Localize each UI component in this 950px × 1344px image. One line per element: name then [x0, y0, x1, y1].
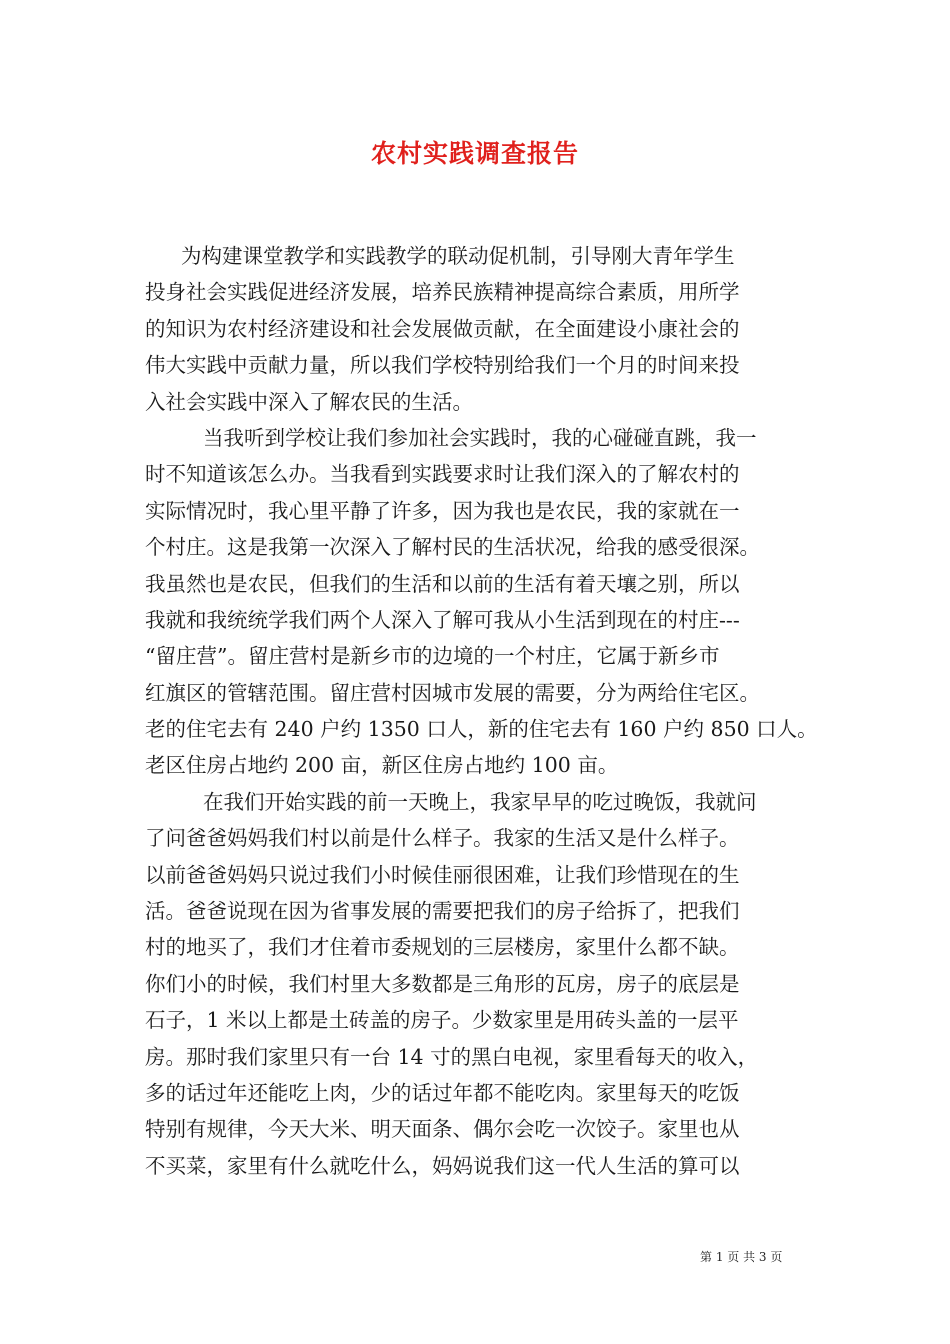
- paragraph-line: 投身社会实践促进经济发展，培养民族精神提高综合素质，用所学: [145, 280, 740, 305]
- paragraph-line: 我虽然也是农民，但我们的生活和以前的生活有着天壤之别，所以: [145, 571, 740, 596]
- paragraph-2: [145, 420, 825, 784]
- paragraph-line: 了问爸爸妈妈我们村以前是什么样子。我家的生活又是什么样子。: [145, 826, 740, 851]
- paragraph-line: 石子，1 米以上都是土砖盖的房子。少数家里是用砖头盖的一层平: [145, 1008, 739, 1033]
- paragraph-1: [145, 238, 825, 420]
- paragraph-line: 在我们开始实践的前一天晚上，我家早早的吃过晚饭，我就问: [203, 789, 757, 814]
- paragraph-line: 多的话过年还能吃上肉，少的话过年都不能吃肉。家里每天的吃饭: [145, 1080, 740, 1105]
- paragraph-line: 老的住宅去有 240 户约 1350 口人，新的住宅去有 160 户约 850 口人。: [145, 717, 818, 742]
- paragraph-line: 老区住房占地约 200 亩，新区住房占地约 100 亩。: [145, 753, 619, 778]
- paragraph-line: 伟大实践中贡献力量，所以我们学校特别给我们一个月的时间来投: [145, 353, 740, 378]
- paragraph-line: 我就和我统统学我们两个人深入了解可我从小生活到现在的村庄---: [145, 607, 740, 632]
- document-title: 农村实践调查报告: [370, 139, 579, 168]
- paragraph-line: 为构建课堂教学和实践教学的联动促机制，引导刚大青年学生: [181, 244, 735, 268]
- paragraph-line: 活。爸爸说现在因为省事发展的需要把我们的房子给拆了，把我们: [145, 899, 740, 924]
- paragraph-line: 特别有规律，今天大米、明天面条、偶尔会吃一次饺子。家里也从: [145, 1117, 740, 1142]
- paragraph-line: 不买菜，家里有什么就吃什么，妈妈说我们这一代人生活的算可以: [145, 1153, 740, 1178]
- paragraph-line: 当我听到学校让我们参加社会实践时，我的心碰碰直跳，我一: [203, 425, 757, 450]
- document-body: [145, 238, 825, 1184]
- paragraph-line: 你们小的时候，我们村里大多数都是三角形的瓦房，房子的底层是: [145, 971, 740, 996]
- page-number-footer: 第 1 页 共 3 页: [700, 1250, 783, 1264]
- paragraph-line: 村的地买了，我们才住着市委规划的三层楼房，家里什么都不缺。: [145, 935, 740, 960]
- paragraph-line: 的知识为农村经济建设和社会发展做贡献，在全面建设小康社会的: [145, 316, 740, 341]
- paragraph-line: 红旗区的管辖范围。留庄营村因城市发展的需要，分为两给住宅区。: [145, 680, 760, 705]
- paragraph-line: 入社会实践中深入了解农民的生活。: [145, 389, 473, 414]
- paragraph-line: 时不知道该怎么办。当我看到实践要求时让我们深入的了解农村的: [145, 462, 740, 487]
- paragraph-line: 房。那时我们家里只有一台 14 寸的黑白电视，家里看每天的收入，: [145, 1044, 759, 1069]
- paragraph-line: “留庄营”。留庄营村是新乡市的边境的一个村庄，它属于新乡市: [145, 644, 720, 669]
- paragraph-line: 以前爸爸妈妈只说过我们小时候佳丽很困难，让我们珍惜现在的生: [145, 862, 740, 887]
- paragraph-3: [145, 784, 825, 1184]
- paragraph-line: 实际情况时，我心里平静了许多，因为我也是农民，我的家就在一: [145, 498, 740, 523]
- paragraph-line: 个村庄。这是我第一次深入了解村民的生活状况，给我的感受很深。: [145, 535, 760, 560]
